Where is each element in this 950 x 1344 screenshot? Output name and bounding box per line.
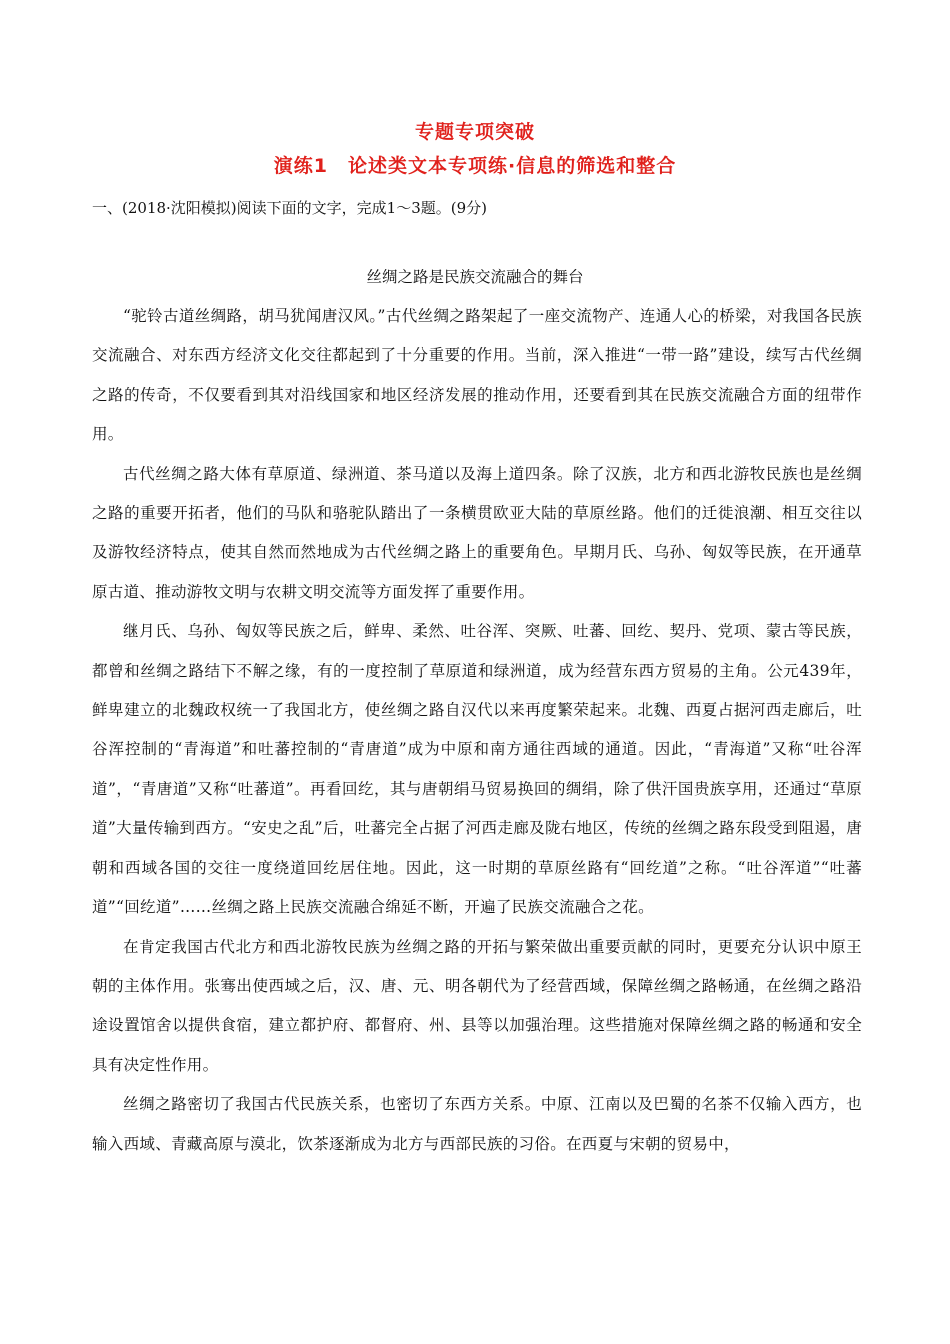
sub-title: 演练1 论述类文本专项练·信息的筛选和整合 bbox=[273, 155, 677, 177]
title-block bbox=[0, 118, 950, 180]
paragraph: 古代丝绸之路大体有草原道、绿洲道、茶马道以及海上道四条。除了汉族，北方和西北游牧民族也是丝绸之路的重要开拓者，他们的马队和骆驼队踏出了一条横贯欧亚大陆的草原丝路。他们的迁徙浪潮、相互交往以及游牧经济特点，使其自然而然地成为古代丝绸之路上的重要角色。早期月氏、乌孙、匈奴等民族，在开通草原古道、推动游牧文明与农耕文明交流等方面发挥了重要作用。 bbox=[92, 464, 862, 601]
article-body bbox=[92, 297, 862, 1164]
paragraph: “驼铃古道丝绸路，胡马犹闻唐汉风。”古代丝绸之路架起了一座交流物产、连通人心的桥梁，对我国各民族交流融合、对东西方经济文化交往都起到了十分重要的作用。当前，深入推进“一带一路”建设，续写古代丝绸之路的传奇，不仅要看到其对沿线国家和地区经济发展的推动作用，还要看到其在民族交流融合方面的纽带作用。 bbox=[92, 307, 862, 444]
paragraph: 继月氏、乌孙、匈奴等民族之后，鲜卑、柔然、吐谷浑、突厥、吐蕃、回纥、契丹、党项、蒙古等民族，都曾和丝绸之路结下不解之缘，有的一度控制了草原道和绿洲道，成为经营东西方贸易的主角。公元439年，鲜卑建立的北魏政权统一了我国北方，使丝绸之路自汉代以来再度繁荣起来。北魏、西夏占据河西走廊后，吐谷浑控制的“青海道”和吐蕃控制的“青唐道”成为中原和南方通往西域的通道。因此，“青海道”又称“吐谷浑道”，“青唐道”又称“吐蕃道”。再看回纥，其与唐朝绢马贸易换回的绸绢，除了供汗国贵族享用，还通过“草原道”大量传输到西方。“安史之乱”后，吐蕃完全占据了河西走廊及陇右地区，传统的丝绸之路东段受到阻遏，唐朝和西域各国的交往一度绕道回纥居住地。因此，这一时期的草原丝路有“回纥道”之称。“吐谷浑道”“吐蕃道”“回纥道”……丝绸之路上民族交流融合绵延不断，开遍了民族交流融合之花。 bbox=[92, 622, 862, 917]
question-instruction: 一、(2018·沈阳模拟)阅读下面的文字，完成1～3题。(9分) bbox=[92, 199, 487, 217]
paragraph: 丝绸之路密切了我国古代民族关系，也密切了东西方关系。中原、江南以及巴蜀的名茶不仅输入西方，也输入西域、青藏高原与漠北，饮茶逐渐成为北方与西部民族的习俗。在西夏与宋朝的贸易中， bbox=[92, 1095, 862, 1153]
paragraph: 在肯定我国古代北方和西北游牧民族为丝绸之路的开拓与繁荣做出重要贡献的同时，更要充分认识中原王朝的主体作用。张骞出使西域之后，汉、唐、元、明各朝代为了经营西域，保障丝绸之路畅通，在丝绸之路沿途设置馆舍以提供食宿，建立都护府、都督府、州、县等以加强治理。这些措施对保障丝绸之路的畅通和安全具有决定性作用。 bbox=[92, 937, 862, 1074]
main-title: 专题专项突破 bbox=[414, 121, 535, 143]
article-title: 丝绸之路是民族交流融合的舞台 bbox=[366, 268, 584, 286]
